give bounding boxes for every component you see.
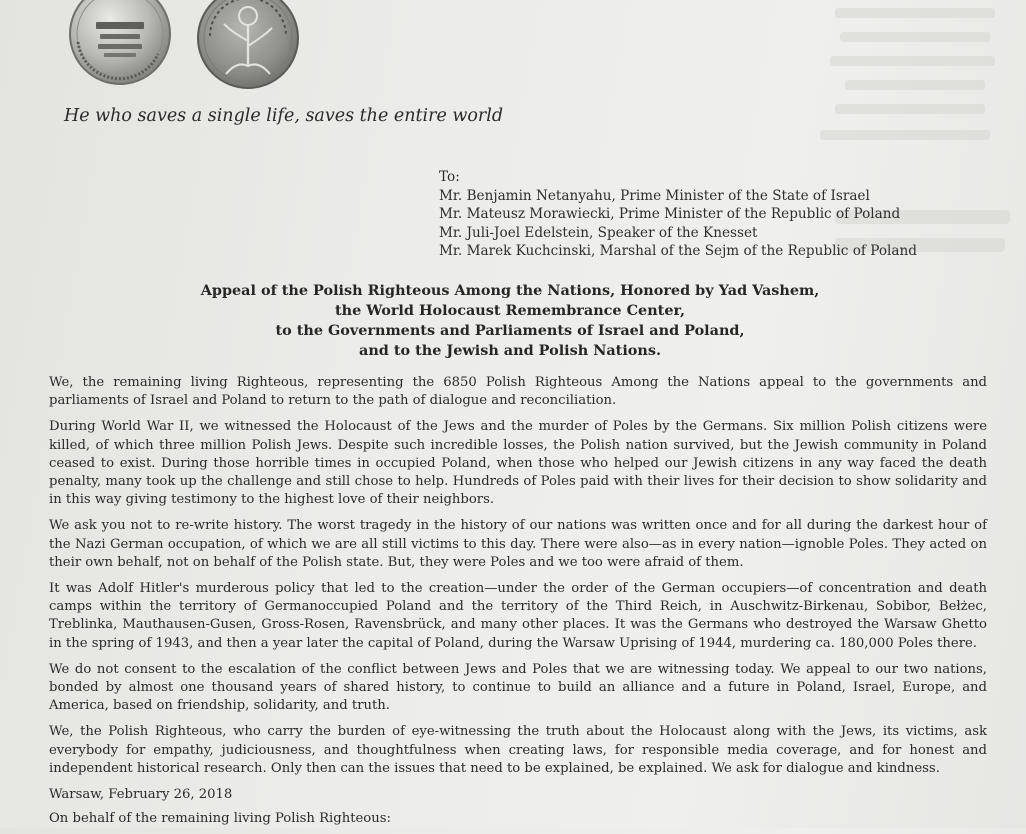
body-paragraph: We, the remaining living Righteous, representing the 6850 Polish Righteous Among the Nations appeal to the governments and parliaments of Israel and Poland to return to the path of dialogue and reconciliation.	[49, 375, 987, 409]
recipient-line: Mr. Mateusz Morawiecki, Prime Minister of the Republic of Poland	[439, 206, 901, 223]
appeal-title	[150, 281, 870, 361]
title-line: Appeal of the Polish Righteous Among the Nations, Honored by Yad Vashem,	[200, 282, 820, 299]
body-paragraph: We, the Polish Righteous, who carry the burden of eye-witnessing the truth about the Holocaust along with the Jews, its victims, ask everybody for empathy, judiciousness, and thoughtfulness when creating laws, for responsible media coverage, and for honest and independent historical research. Only then can the issues that need to be explained, be explained. We ask for dialogue and kindness.	[49, 724, 987, 776]
appeal-body	[49, 374, 987, 834]
recipient-line: Mr. Benjamin Netanyahu, Prime Minister of the State of Israel	[439, 187, 870, 204]
body-paragraph: It was Adolf Hitler's murderous policy that led to the creation—under the order of the German occupiers—of concentration and death camps within the territory of Germanoccupied Poland and the territory of the Third Reich, in Auschwitz-Birkenau, Sobibor, Bełżec, Treblinka, Mauthausen-Gusen, Gross-Rosen, Ravensbrück, and many other places. It was the Germans who destroyed the Warsaw Ghetto in the spring of 1943, and then a year later the capital of Poland, during the Warsaw Uprising of 1944, murdering ca. 180,000 Poles there.	[49, 581, 987, 651]
to-label: To:	[439, 169, 460, 185]
body-paragraph: We ask you not to re-write history. The worst tragedy in the history of our nations was written once and for all during the darkest hour of the Nazi German occupation, of which we are all still victims to this day. There were also—as in every nation—ignoble Poles. They acted on their own behalf, not on behalf of the Polish state. But, they were Poles and we too were afraid of them.	[49, 518, 987, 570]
recipient-line: Mr. Juli-Joel Edelstein, Speaker of the Knesset	[439, 224, 758, 241]
body-paragraph: During World War II, we witnessed the Holocaust of the Jews and the murder of Poles by the Germans. Six million Polish citizens were killed, of which three million Polish Jews. Despite such incredible losses, the Polish nation survived, but the Jewish community in Poland ceased to exist. During those horrible times in occupied Poland, when those who helped our Jewish citizens in any way faced the death penalty, many took up the challenge and still chose to help. Hundreds of Poles paid with their lives for their decision to show solidarity and in this way giving testimony to the highest love of their neighbors.	[49, 419, 987, 508]
signoff-line: On behalf of the remaining living Polish Righteous:	[49, 811, 391, 827]
body-paragraph: We do not consent to the escalation of the conflict between Jews and Poles that we are witnessing today. We appeal to our two nations, bonded by almost one thousand years of shared history, to continue to build an alliance and a future in Poland, Israel, Europe, and America, based on friendship, solidarity, and truth.	[49, 661, 987, 714]
title-line: to the Governments and Parliaments of Israel and Poland,	[275, 322, 745, 339]
recipient-block	[439, 168, 917, 261]
recipient-line: Mr. Marek Kuchcinski, Marshal of the Sejm of the Republic of Poland	[439, 243, 917, 260]
date-line: Warsaw, February 26, 2018	[49, 787, 233, 803]
title-line: and to the Jewish and Polish Nations.	[359, 342, 661, 359]
title-line: the World Holocaust Remembrance Center,	[334, 302, 686, 319]
motto: He who saves a single life, saves the entire world	[64, 106, 504, 126]
